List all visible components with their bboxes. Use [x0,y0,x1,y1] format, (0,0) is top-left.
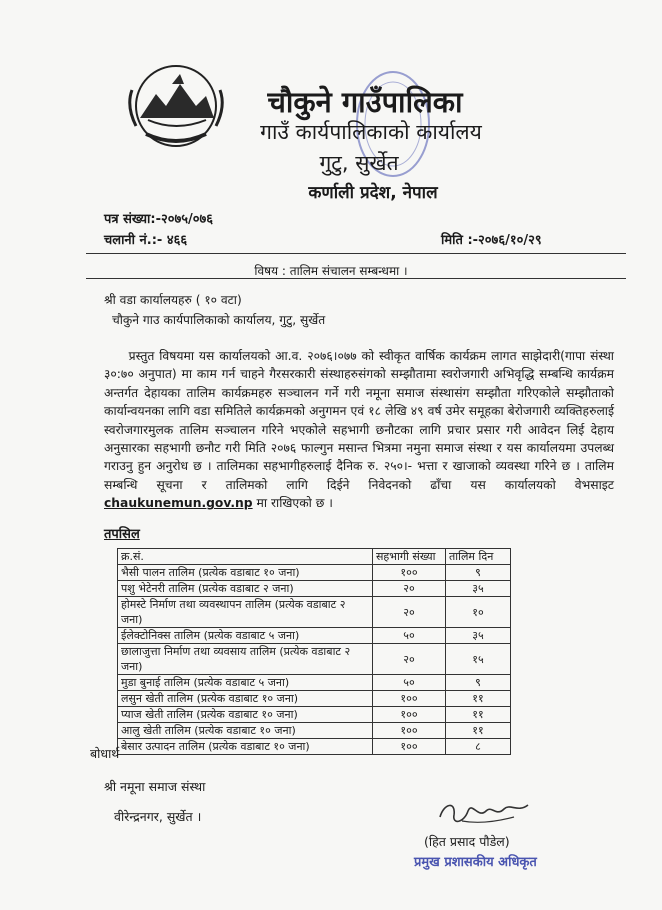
annex-title: तपसिल [104,527,140,542]
recipient-line-1: श्री वडा कार्यालयहरु ( १० वटा) [104,293,242,307]
participants-cell: २० [373,644,446,675]
body-text-end: मा राखिएको छ । [256,496,333,511]
handwritten-signature [434,795,534,829]
training-name-cell: लसुन खेती तालिम (प्रत्येक वडाबाट १० जना) [118,691,373,707]
participants-cell: ५० [373,675,446,691]
signatory-name: (हित प्रसाद पौडेल) [424,834,510,849]
letter-subject: विषय : तालिम संचालन सम्बन्धमा । [254,264,408,278]
province-name: कर्णाली प्रदेश, नेपाल [308,183,438,203]
website-link[interactable]: chaukunemun.gov.np [104,496,253,511]
office-name: गाउँ कार्यपालिकाको कार्यालय [260,120,482,144]
office-location: गुटु, सुर्खेत [319,151,399,175]
col-header-days: तालिम दिन [446,549,511,565]
table-row [118,723,511,739]
table-row [118,565,511,581]
days-cell: ९ [446,675,511,691]
days-cell: ३५ [446,581,511,597]
body-text: प्रस्तुत विषयमा यस कार्यालयको आ.व. २०७६।०७७ को स्वीकृत वार्षिक कार्यक्रम लागत साझेदारी(गापा संस्था ३०:७० अनुपात) मा काम गर्न चाहने गैरसरकारी संस्थाहरुसंगको सम्झौतामा स्वरोजगारी अभिवृद्धि सम्बन्धि कार्यक्रम अन्तर्गत देहायका तालिम कार्यक्रमहरु सञ्चालन गर्ने गरी नमूना समाज संस्थासंग सम्झौता गरिएकोले सम्झौताको कार्यान्वयनका लागि वडा समितिले कार्यक्रमको अनुगमन एवं १८ लेखि ४९ वर्ष उमेर समूहका बेरोजगारी व्यक्तिहरुलाई स्वरोजगारमुलक तालिम सञ्चालन गरिने भएकोले सहभागी छनौटका लागि प्रचार प्रसार गरी आवेदन लिई देहाय अनुसारका सहभागी छनौट गरी मिति २०७६ फाल्गुन मसान्त भित्रमा नमुना समाज संस्था र यस कार्यालयमा उपलब्ध गराउनु हुन अनुरोध छ । तालिमका सहभागीहरुलाई दैनिक रु. २५०।- भत्ता र खाजाको व्यवस्था गरिने छ । तालिम सम्बन्धि सूचना र तालिमको लागि दिईने निवेदनको ढाँचा यस कार्यालयको वेभसाइट [104,349,614,492]
cc-recipient: श्री नमूना समाज संस्था [104,779,206,794]
municipality-name: चौकुने गाउँपालिका [267,85,463,119]
days-cell: १० [446,597,511,628]
days-cell: १५ [446,644,511,675]
table-row [118,675,511,691]
divider [86,253,626,254]
participants-cell: २० [373,597,446,628]
col-header-participants: सहभागी संख्या [373,549,446,565]
days-cell: ११ [446,723,511,739]
participants-cell: १०० [373,565,446,581]
training-name-cell: छालाजुत्ता निर्माण तथा व्यवसाय तालिम (प्रत्येक वडाबाट २ जना) [118,644,373,675]
days-cell: ११ [446,707,511,723]
purpose-label: बोधार्थ [90,746,120,761]
table-row [118,597,511,628]
training-name-cell: मुडा बुनाई तालिम (प्रत्येक वडाबाट ५ जना) [118,675,373,691]
letter-date: मिति :-२०७६/१०/२९ [441,233,542,248]
days-cell: ३५ [446,628,511,644]
participants-cell: १०० [373,707,446,723]
training-name-cell: होमस्टे निर्माण तथा व्यवस्थापन तालिम (प्रत्येक वडाबाट २ जना) [118,597,373,628]
training-name-cell: पशु भेटेनरी तालिम (प्रत्येक वडाबाट २ जना) [118,581,373,597]
participants-cell: १०० [373,691,446,707]
recipient-line-2: चौकुने गाउ कार्यपालिकाको कार्यालय, गुटु, सुर्खेत [112,313,326,327]
participants-cell: १०० [373,739,446,755]
table-row [118,739,511,755]
letter-body [104,347,614,513]
days-cell: ११ [446,691,511,707]
table-row [118,581,511,597]
participants-cell: ५० [373,628,446,644]
table-row [118,691,511,707]
signatory-title: प्रमुख प्रशासकीय अधिकृत [414,855,537,870]
days-cell: ९ [446,565,511,581]
days-cell: ८ [446,739,511,755]
letter-number: पत्र संख्या:-२०७५/०७६ [104,212,214,227]
dispatch-number: चलानी नं.:- ४६६ [104,233,188,248]
training-name-cell: आलु खेती तालिम (प्रत्येक वडाबाट १० जना) [118,723,373,739]
training-name-cell: भैसी पालन तालिम (प्रत्येक वडाबाट १० जना) [118,565,373,581]
participants-cell: १०० [373,723,446,739]
table-row [118,644,511,675]
table-row [118,628,511,644]
training-table [117,548,511,755]
table-header-row [118,549,511,565]
cc-address: वीरेन्द्रनगर, सुर्खेत । [114,809,202,824]
col-header-sn: क्र.सं. [118,549,373,565]
training-name-cell: ईलेक्टोनिक्स तालिम (प्रत्येक वडाबाट ५ जना) [118,628,373,644]
divider [86,278,626,279]
table-row [118,707,511,723]
training-name-cell: बेसार उत्पादन तालिम (प्रत्येक वडाबाट १० जना) [118,739,373,755]
training-name-cell: प्याज खेती तालिम (प्रत्येक वडाबाट १० जना) [118,707,373,723]
participants-cell: २० [373,581,446,597]
